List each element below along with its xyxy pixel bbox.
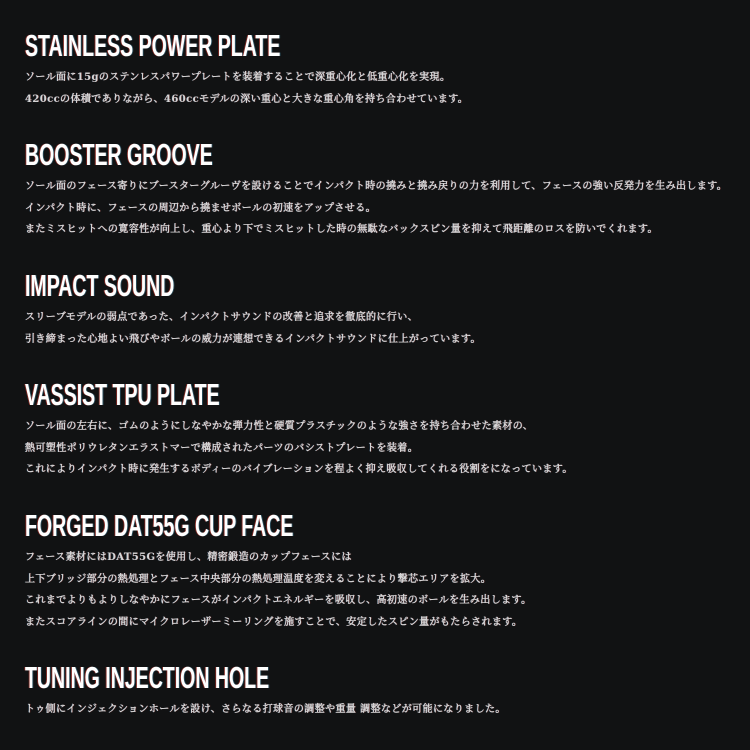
- section-body-line: スリーブモデルの弱点であった、インパクトサウンドの改善と追求を徹底的に行い、: [25, 311, 418, 323]
- section-body-line: ソール面の左右に、ゴムのようにしなやかな弾力性と硬質プラスチックのような強さを持ち合わせた素材の、: [25, 421, 534, 433]
- section-booster-groove: [25, 137, 730, 241]
- section-title-forged-dat55g-cup-face: [25, 507, 730, 543]
- section-body-line: これまでよりもよりしなやかにフェースがインパクトエネルギーを吸収し、高初速のボールを生み出します。: [25, 595, 532, 607]
- section-title-text: STAINLESS POWER PLATE: [25, 28, 281, 63]
- section-title-text: IMPACT SOUND: [25, 267, 175, 303]
- section-title-tuning-injection-hole: [25, 660, 730, 696]
- section-body-line: トゥ側にインジェクションホールを設け、さらなる打球音の調整や重量 調整などが可能になりました。: [25, 704, 506, 716]
- section-body-line: ソール面に15gのステンレスパワープレートを装着することで深重心化と低重心化を実現。: [25, 72, 451, 83]
- section-title-booster-groove: [25, 137, 730, 173]
- section-body-line: 420ccの体積でありながら、460ccモデルの深い重心と大きな重心角を持ち合わせています。: [25, 93, 469, 105]
- section-body-line: インパクト時に、フェースの周辺から撓ませボールの初速をアップさせる。: [25, 202, 376, 214]
- section-title-text: VASSIST TPU PLATE: [25, 377, 220, 413]
- section-body-line: 上下ブリッジ部分の熱処理とフェース中央部分の熱処理温度を変えることにより撃芯エリアを拡大。: [25, 573, 492, 585]
- section-title-vassist-tpu-plate: [25, 377, 730, 413]
- section-impact-sound: [25, 267, 730, 350]
- section-body-line: 熱可塑性ポリウレタンエラストマーで構成されたパーツのバシストプレートを装着。: [25, 442, 419, 454]
- section-title-stainless-power-plate: [25, 28, 730, 63]
- section-title-text: FORGED DAT55G CUP FACE: [25, 507, 294, 543]
- section-body-line: 引き締まった心地よい飛びやボールの威力が連想できるインパクトサウンドに仕上がっています。: [25, 333, 481, 345]
- section-body-line: またスコアラインの間にマイクロレーザーミーリングを施すことで、安定したスピン量がもたらされます。: [25, 616, 523, 628]
- section-body-line: フェース素材にはDAT55Gを使用し、精密鍛造のカップフェースには: [25, 551, 352, 563]
- section-title-impact-sound: [25, 267, 730, 303]
- section-body-line: これによりインパクト時に発生するボディーのバイブレーションを程よく抑え吸収してくれる役割をになっています。: [25, 464, 573, 476]
- section-stainless-power-plate: [25, 28, 730, 110]
- section-tuning-injection-hole: [25, 660, 730, 721]
- section-body-line: ソール面のフェース寄りにブースターグルーヴを設けることでインパクト時の撓みと撓み戻りの力を利用して、フェースの強い反発力を生み出します。: [25, 181, 728, 193]
- section-title-text: TUNING INJECTION HOLE: [25, 660, 270, 696]
- section-forged-dat55g-cup-face: [25, 507, 730, 633]
- section-vassist-tpu-plate: [25, 377, 730, 481]
- section-title-text: BOOSTER GROOVE: [25, 137, 213, 173]
- section-body-line: またミスヒットへの寛容性が向上し、重心より下でミスヒットした時の無駄なバックスピン量を抑えて飛距離のロスを防いでくれます。: [25, 224, 658, 236]
